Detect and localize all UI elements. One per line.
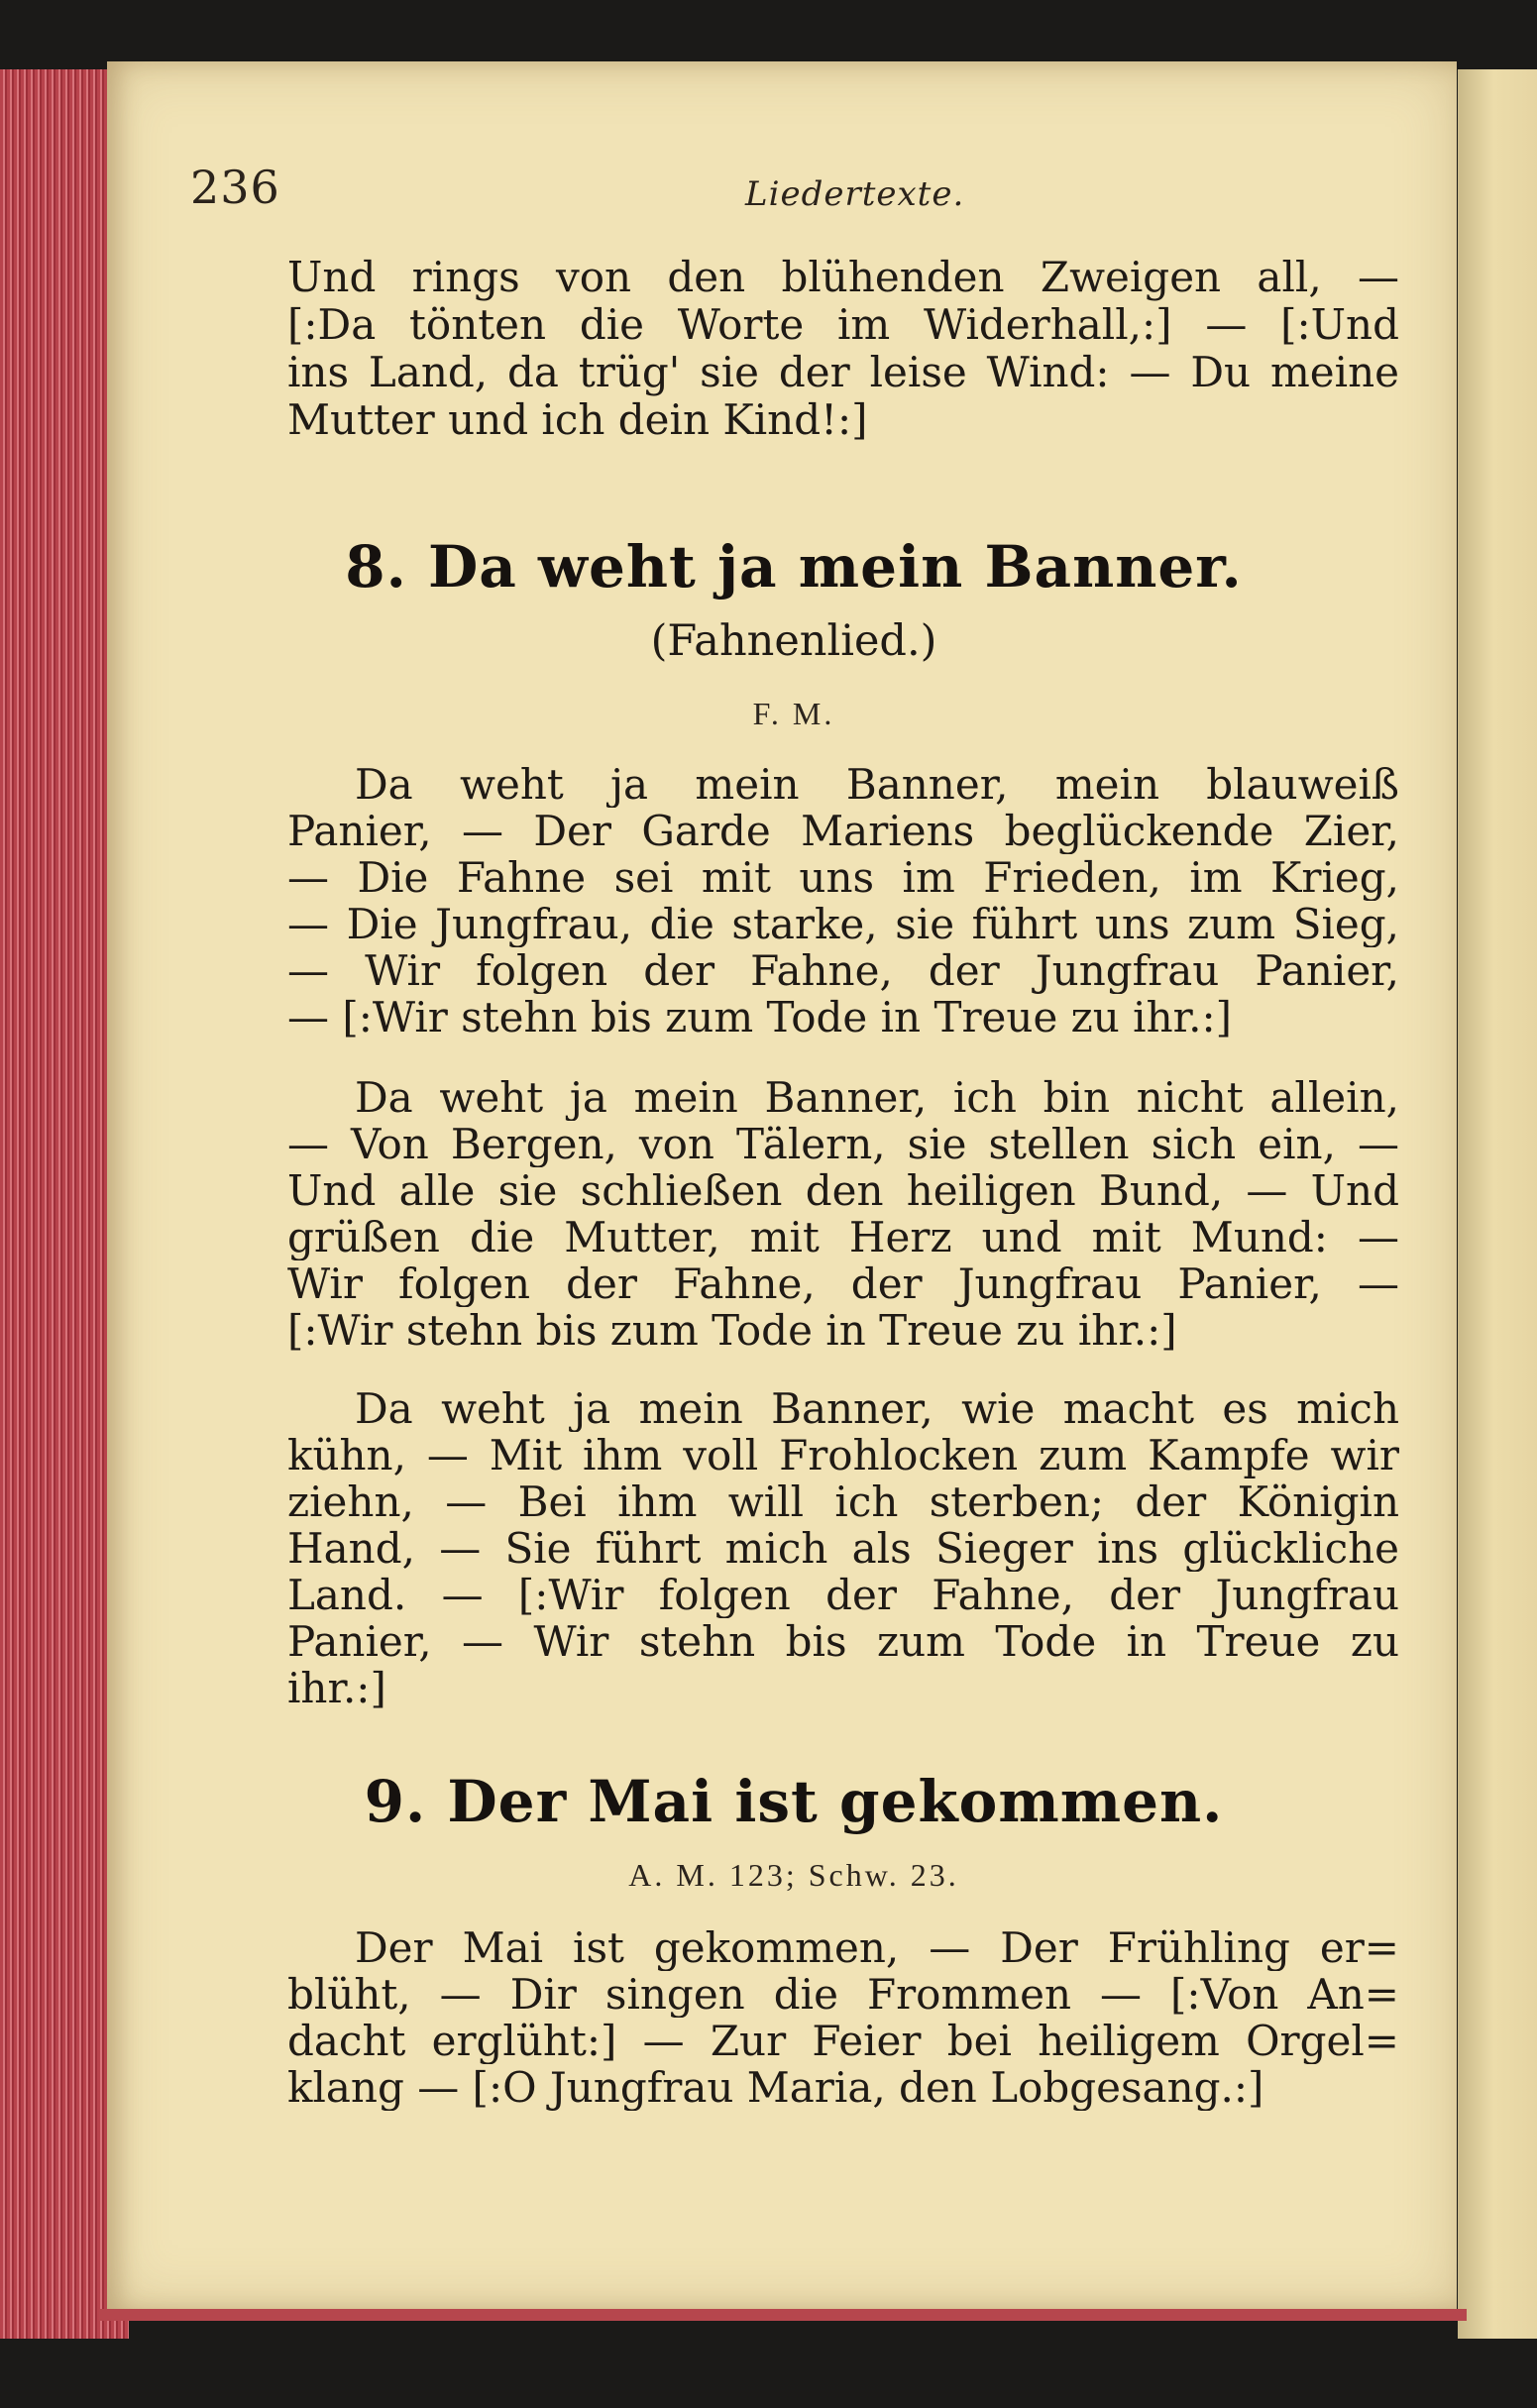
stanza-line: ziehn, — Bei ihm will ich sterben; der Königin	[287, 1478, 1399, 1525]
song-9-title: 9. Der Mai ist gekommen.	[364, 1768, 1224, 1835]
bottom-page-edge	[99, 2309, 1467, 2321]
stanza-line: Und alle sie schließen den heiligen Bund, — Und	[287, 1167, 1399, 1214]
stanza-line: Da weht ja mein Banner, wie macht es mich	[355, 1385, 1399, 1432]
continuation-line: Und rings von den blühenden Zweigen all, —	[287, 254, 1399, 301]
stanza-line: grüßen die Mutter, mit Herz und mit Mund: —	[287, 1214, 1399, 1260]
song-9-source: A. M. 123; Schw. 23.	[628, 1857, 959, 1893]
stanza-line: blüht, — Dir singen die Frommen — [:Von An=	[287, 1971, 1399, 2018]
stanza-line: dacht erglüht:] — Zur Feier bei heiligem Orgel=	[287, 2018, 1399, 2064]
song-8-title: 8. Da weht ja mein Banner.	[345, 533, 1243, 601]
song-9-stanza-1	[287, 1924, 1399, 2111]
stanza-line: Da weht ja mein Banner, ich bin nicht allein,	[355, 1074, 1399, 1121]
stanza-line: — Wir folgen der Fahne, der Jungfrau Panier,	[287, 947, 1399, 994]
stanza-line: Land. — [:Wir folgen der Fahne, der Jungfrau	[287, 1572, 1399, 1618]
stanza-line: Wir folgen der Fahne, der Jungfrau Panier, —	[287, 1260, 1399, 1307]
song-8-source: F. M.	[752, 696, 835, 731]
facing-page-edge	[1458, 69, 1537, 2339]
stanza-line: — Von Bergen, von Tälern, sie stellen sich ein, —	[287, 1121, 1399, 1167]
continuation-line: Mutter und ich dein Kind!:]	[287, 396, 868, 444]
stanza-line: Panier, — Der Garde Mariens beglückende Zier,	[287, 808, 1399, 854]
stanza-line: Panier, — Wir stehn bis zum Tode in Treue zu	[287, 1618, 1399, 1665]
song-8-stanza-3	[287, 1385, 1399, 1711]
continuation-line: ins Land, da trüg' sie der leise Wind: — Du meine	[287, 349, 1399, 396]
stanza-line: Hand, — Sie führt mich als Sieger ins glückliche	[287, 1525, 1399, 1572]
song-8-subtitle: (Fahnenlied.)	[650, 616, 937, 666]
stanza-line: [:Wir stehn bis zum Tode in Treue zu ihr.:]	[287, 1307, 1177, 1354]
continuation-stanza	[287, 254, 1399, 444]
song-8-stanza-1	[287, 761, 1399, 1040]
continuation-line: [:Da tönten die Worte im Widerhall,:] — [:Und	[287, 301, 1399, 349]
stanza-line: kühn, — Mit ihm voll Frohlocken zum Kampfe wir	[287, 1432, 1399, 1478]
stanza-line: — Die Jungfrau, die starke, sie führt uns zum Sieg,	[287, 901, 1399, 947]
running-head	[190, 161, 1399, 220]
stanza-line: — [:Wir stehn bis zum Tode in Treue zu ihr.:]	[287, 994, 1233, 1040]
stanza-line: Der Mai ist gekommen, — Der Frühling er=	[355, 1924, 1399, 1971]
stanza-line: ihr.:]	[287, 1665, 386, 1711]
stanza-line: — Die Fahne sei mit uns im Frieden, im Krieg,	[287, 854, 1399, 901]
stanza-line: klang — [:O Jungfrau Maria, den Lobgesang.:]	[287, 2064, 1264, 2111]
stanza-line: Da weht ja mein Banner, mein blauweiß	[355, 761, 1399, 808]
page-number: 236	[190, 161, 280, 214]
running-title: Liedertexte.	[745, 174, 965, 214]
song-8-stanza-2	[287, 1074, 1399, 1354]
